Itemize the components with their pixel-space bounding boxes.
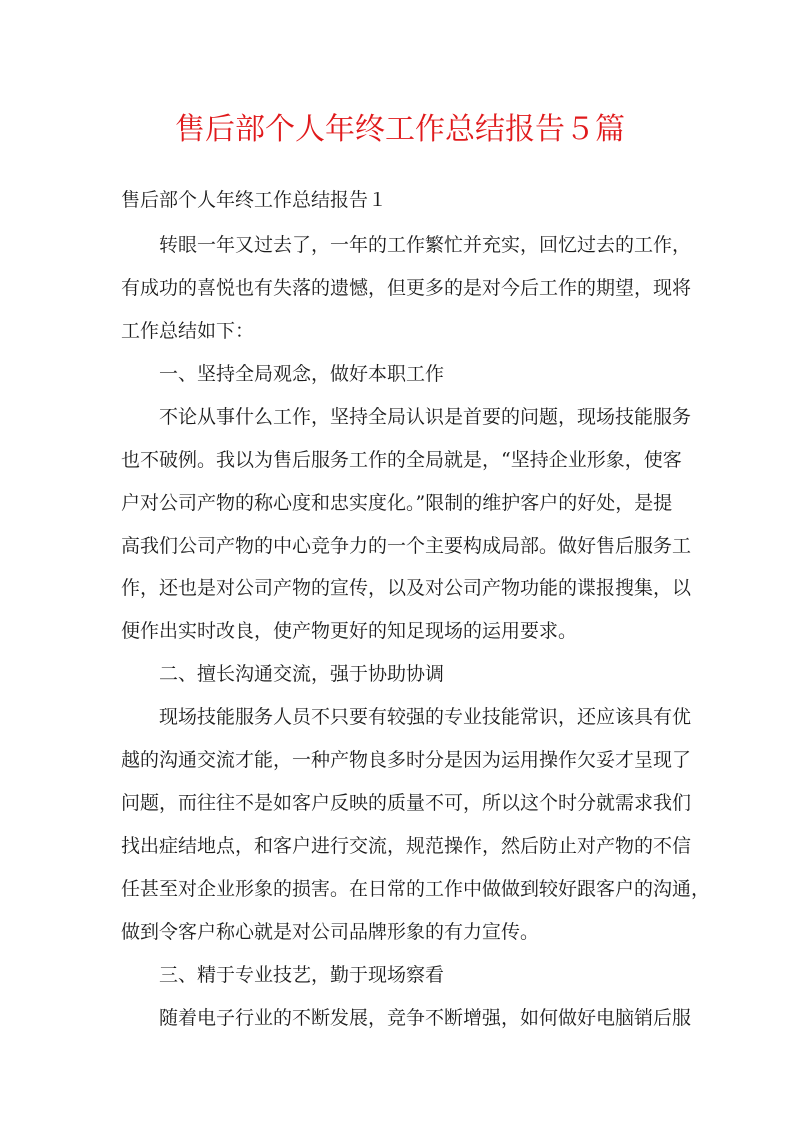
paragraph-line: 现场技能服务人员不只要有较强的专业技能常识，还应该具有优 [159,706,692,728]
paragraph-line: 任甚至对企业形象的损害。在日常的工作中做做到较好跟客户的沟通， [121,878,711,900]
paragraph-line: 做到令客户称心就是对公司品牌形象的有力宣传。 [121,921,540,943]
paragraph-line: 找出症结地点，和客户进行交流，规范操作，然后防止对产物的不信 [121,835,692,857]
paragraph-line: 户对公司产物的称心度和忠实度化。”限制的维护客户的好处，是提 [121,492,673,514]
paragraph-line: 越的沟通交流才能，一种产物良多时分是因为运用操作欠妥才呈现了 [121,749,692,771]
paragraph-line: 便作出实时改良，使产物更好的知足现场的运用要求。 [121,620,578,642]
section-heading: 二、擅长沟通交流，强于协助协调 [159,663,445,685]
document-title: 售后部个人年终工作总结报告５篇 [175,112,625,147]
paragraph-line: 不论从事什么工作，坚持全局认识是首要的问题，现场技能服务 [159,406,692,428]
paragraph-line: 作，还也是对公司产物的宣传，以及对公司产物功能的谍报搜集，以 [121,577,692,599]
subtitle-line: 售后部个人年终工作总结报告１ [121,189,388,211]
paragraph-line: 高我们公司产物的中心竞争力的一个主要构成局部。做好售后服务工 [121,535,692,557]
paragraph-line: 随着电子行业的不断发展，竞争不断增强，如何做好电脑销后服 [159,1007,692,1029]
paragraph-line: 也不破例。我以为售后服务工作的全局就是，“坚持企业形象，使客 [121,449,682,471]
section-heading: 三、精于专业技艺，勤于现场察看 [159,964,445,986]
paragraph-line: 有成功的喜悦也有失落的遗憾，但更多的是对今后工作的期望，现将 [121,277,692,299]
paragraph-line: 问题，而往往不是如客户反映的质量不可，所以这个时分就需求我们 [121,792,692,814]
section-heading: 一、坚持全局观念，做好本职工作 [159,363,445,385]
paragraph-line: 工作总结如下： [121,320,255,342]
paragraph-line: 转眼一年又过去了，一年的工作繁忙并充实，回忆过去的工作， [159,234,692,256]
